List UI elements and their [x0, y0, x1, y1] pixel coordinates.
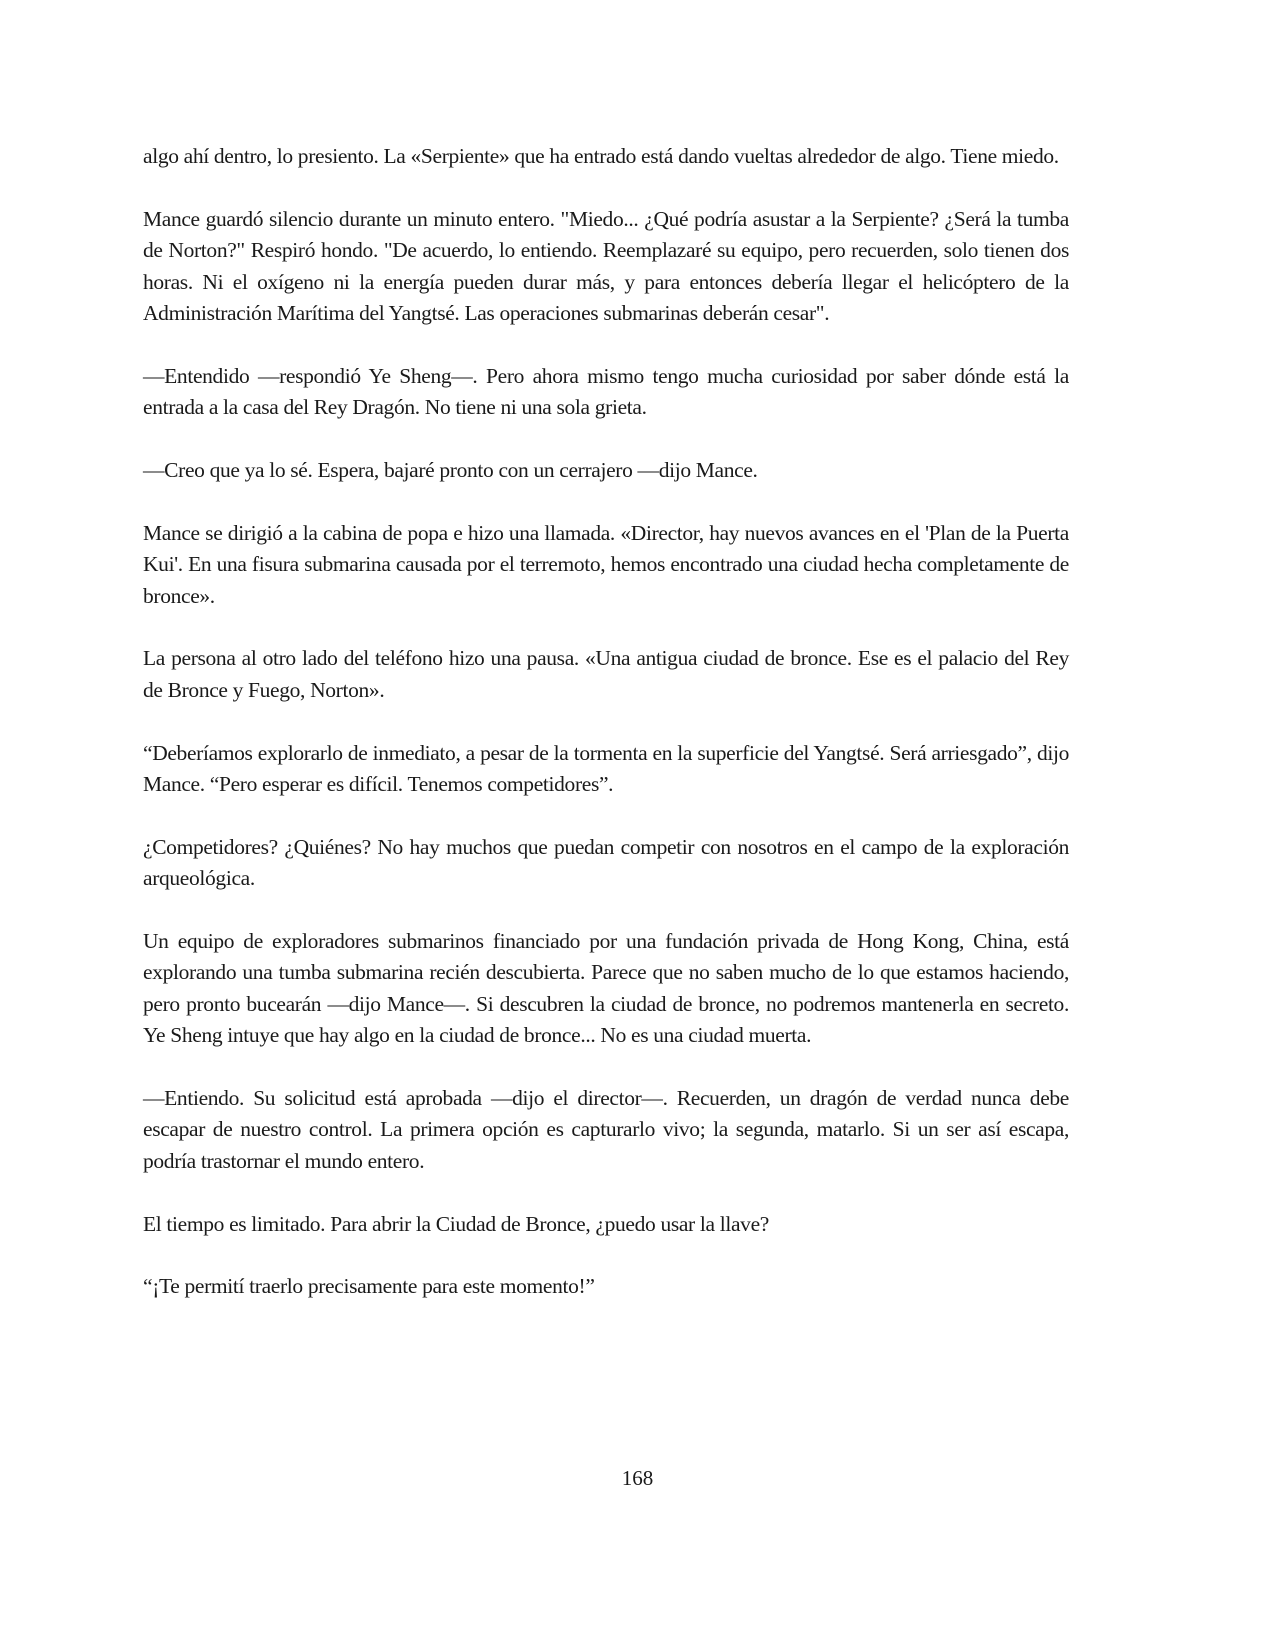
paragraph: algo ahí dentro, lo presiento. La «Serpiente» que ha entrado está dando vueltas alrededor de algo. Tiene miedo.	[143, 144, 1059, 168]
paragraph: La persona al otro lado del teléfono hizo una pausa. «Una antigua ciudad de bronce. Ese es el palacio del Rey de Bronce y Fuego, Norton».	[143, 646, 1069, 702]
paragraph: El tiempo es limitado. Para abrir la Ciudad de Bronce, ¿puedo usar la llave?	[143, 1211, 769, 1236]
paragraph: “¡Te permití traerlo precisamente para este momento!”	[143, 1274, 595, 1299]
paragraph: “Deberíamos explorarlo de inmediato, a pesar de la tormenta en la superficie del Yangtsé. Será arriesgado”, dijo Mance. “Pero esperar es difícil. Tenemos competidores”.	[143, 740, 1069, 797]
paragraph: —Creo que ya lo sé. Espera, bajaré pronto con un cerrajero —dijo Mance.	[143, 458, 758, 483]
page-number: 168	[621, 1466, 654, 1490]
paragraph: —Entendido —respondió Ye Sheng—. Pero ahora mismo tengo mucha curiosidad por saber dónde está la entrada a la casa del Rey Dragón. No tiene ni una sola grieta.	[143, 363, 1069, 420]
paragraph: Mance se dirigió a la cabina de popa e hizo una llamada. «Director, hay nuevos avances en el 'Plan de la Puerta Kui'. En una fisura submarina causada por el terremoto, hemos encontrado una ciudad hecha completamente de bronce».	[143, 520, 1069, 608]
paragraph: Mance guardó silencio durante un minuto entero. "Miedo... ¿Qué podría asustar a la Serpiente? ¿Será la tumba de Norton?" Respiró hondo. "De acuerdo, lo entiendo. Reemplazaré su equipo, pero recuerden, solo tienen dos horas. Ni el oxígeno ni la energía pueden durar más, y para entonces debería llegar el helicóptero de la Administración Marítima del Yangtsé. Las operaciones submarinas deberán cesar".	[143, 206, 1069, 326]
paragraph: —Entiendo. Su solicitud está aprobada —dijo el director—. Recuerden, un dragón de verdad nunca debe escapar de nuestro control. La primera opción es capturarlo vivo; la segunda, matarlo. Si un ser así escapa, podría trastornar el mundo entero.	[143, 1086, 1069, 1173]
paragraph: Un equipo de exploradores submarinos financiado por una fundación privada de Hong Kong, China, está explorando una tumba submarina recién descubierta. Parece que no saben mucho de lo que estamos haciendo, pero pronto bucearán —dijo Mance—. Si descubren la ciudad de bronce, no podremos mantenerla en secreto. Ye Sheng intuye que hay algo en la ciudad de bronce... No es una ciudad muerta.	[143, 929, 1069, 1048]
page-body	[143, 141, 1069, 1334]
paragraph: ¿Competidores? ¿Quiénes? No hay muchos que puedan competir con nosotros en el campo de la exploración arqueológica.	[143, 834, 1069, 891]
